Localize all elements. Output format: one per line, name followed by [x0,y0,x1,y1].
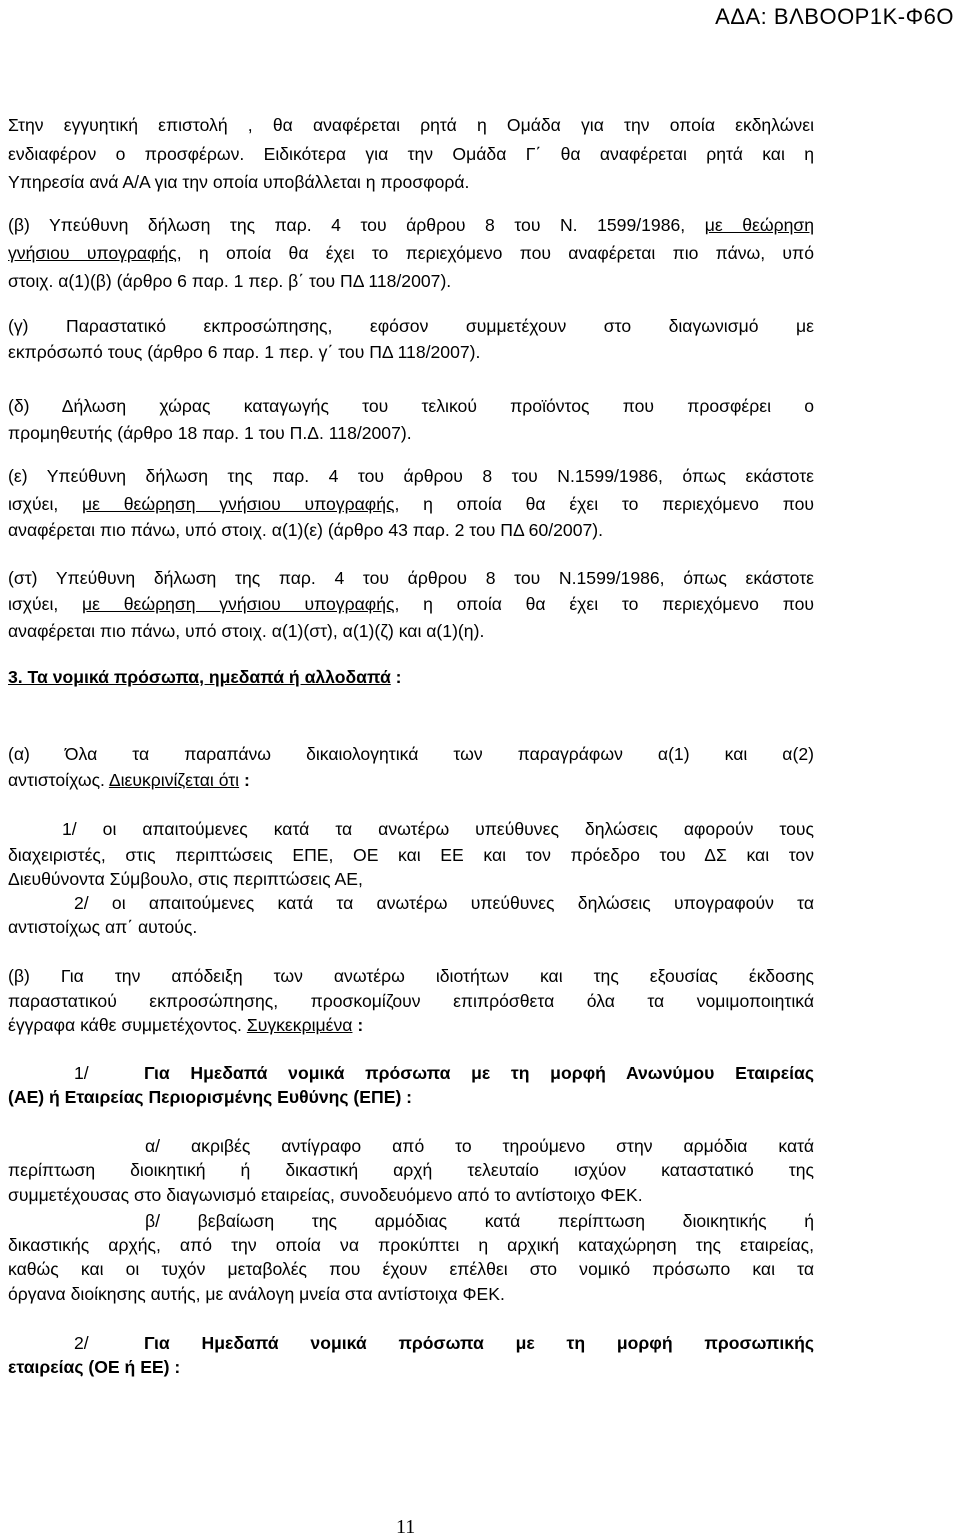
text-line: αντιστοίχως απ΄ αυτούς. [8,917,198,937]
text-line: όργανα διοίκησης αυτής, με ανάλογη μνεία στα αντίστοιχα ΦΕΚ. [8,1284,505,1304]
text-line: ενδιαφέρον ο προσφέρων. Ειδικότερα για την Ομάδα Γ΄ θα αναφέρεται ρητά και η [8,144,814,164]
text-segment: , η οποία θα έχει το περιεχόμενο που [394,594,814,614]
text-segment: , η οποία θα έχει το περιεχόμενο που [394,494,814,514]
text-line: Διευθύνοντα Σύμβουλο, στις περιπτώσεις ΑΕ, [8,869,363,889]
text-line [8,243,814,263]
text-line: β/ βεβαίωση της αρμόδιας κατά περίπτωση διοικητικής ή [145,1211,814,1231]
underlined-text: Συγκεκριμένα [246,1015,353,1035]
item-number: 1/ [74,1063,89,1083]
text-line [8,770,814,790]
underlined-text: με θεώρηση γνήσιου υπογραφής [82,494,395,514]
text-line: (α) Όλα τα παραπάνω δικαιολογητικά των παραγράφων α(1) και α(2) [8,744,814,764]
text-line: Για Ημεδαπά νομικά πρόσωπα με τη μορφή Ανωνύμου Εταιρείας [144,1063,814,1083]
text-line [8,494,814,514]
heading-text: 3. Τα νομικά πρόσωπα, ημεδαπά ή αλλοδαπά [8,667,391,687]
underlined-text: γνήσιου υπογραφής [8,243,177,263]
text-line: εκπρόσωπό τους (άρθρο 6 παρ. 1 περ. γ΄ του ΠΔ 118/2007). [8,342,481,362]
underlined-text: με θεώρηση γνήσιου υπογραφής [82,594,395,614]
text-line: Στην εγγυητική επιστολή , θα αναφέρεται ρητά η Ομάδα για την οποία εκδηλώνει [8,115,814,135]
section-heading [8,667,814,687]
text-line: (γ) Παραστατικό εκπροσώπησης, εφόσον συμμετέχουν στο διαγωνισμό με [8,316,814,336]
text-line: παραστατικού εκπροσώπησης, προσκομίζουν επιπρόσθετα όλα τα νομιμοποιητικά [8,991,814,1011]
ada-code: ΑΔΑ: ΒΛΒΟΟΡ1Κ-Φ6Ο [715,4,954,29]
text-segment: ισχύει, [8,494,82,514]
page-number: 11 [396,1516,416,1538]
text-line [8,1015,814,1035]
text-line: (δ) Δήλωση χώρας καταγωγής του τελικού προϊόντος που προσφέρει ο [8,396,814,416]
text-line: αναφέρεται πιο πάνω, υπό στοιχ. α(1)(στ), α(1)(ζ) και α(1)(η). [8,621,485,641]
text-line: περίπτωση διοικητική ή δικαστική αρχή τελευταίο ισχύον καταστατικό της [8,1160,814,1180]
text-line [8,594,814,614]
text-segment: αντιστοίχως. [8,770,109,790]
text-line: α/ ακριβές αντίγραφο από το τηρούμενο στην αρμόδια κατά [145,1136,814,1156]
text-line: 2/ οι απαιτούμενες κατά τα ανωτέρω υπεύθυνες δηλώσεις υπογραφούν τα [74,893,814,913]
text-line: προμηθευτής (άρθρο 18 παρ. 1 του Π.Δ. 118/2007). [8,423,412,443]
text-line: (β) Για την απόδειξη των ανωτέρω ιδιοτήτων και της εξουσίας έκδοσης [8,966,814,986]
text-line: καθώς και οι τυχόν μεταβολές που έχουν επέλθει στο νομικό πρόσωπο και τα [8,1259,814,1279]
text-segment: : [239,770,250,790]
text-line: συμμετέχουσας στο διαγωνισμό εταιρείας, συνοδευόμενο από το αντίστοιχο ΦΕΚ. [8,1185,643,1205]
text-line: στοιχ. α(1)(β) (άρθρο 6 παρ. 1 περ. β΄ του ΠΔ 118/2007). [8,271,452,291]
underlined-text: με θεώρηση [704,215,814,235]
underlined-text: Διευκρινίζεται ότι [108,770,240,790]
text-segment: (β) Υπεύθυνη δήλωση της παρ. 4 του άρθρου 8 του Ν. 1599/1986, [8,215,705,235]
text-segment: , η οποία θα έχει το περιεχόμενο που αναφέρεται πιο πάνω, υπό [176,243,814,263]
text-segment: έγγραφα κάθε συμμετέχοντος. [8,1015,247,1035]
text-line: Υπηρεσία ανά Α/Α για την οποία υποβάλλεται η προσφορά. [8,172,470,192]
text-line: δικαστικής αρχής, από την οποία να προκύπτει η αρχική καταχώρηση της εταιρείας, [8,1235,814,1255]
item-number: 2/ [74,1333,89,1353]
text-line [8,215,814,235]
text-line: (ε) Υπεύθυνη δήλωση της παρ. 4 του άρθρου 8 του Ν.1599/1986, όπως εκάστοτε [8,466,814,486]
text-line: διαχειριστές, στις περιπτώσεις ΕΠΕ, ΟΕ και ΕΕ και τον πρόεδρο του ΔΣ και τον [8,845,814,865]
text-line: εταιρείας (ΟΕ ή ΕΕ) : [8,1357,181,1377]
text-segment: ισχύει, [8,594,82,614]
text-segment: : [352,1015,364,1035]
text-line: (ΑΕ) ή Εταιρείας Περιορισμένης Ευθύνης (ΕΠΕ) : [8,1087,413,1107]
text-line: (στ) Υπεύθυνη δήλωση της παρ. 4 του άρθρου 8 του Ν.1599/1986, όπως εκάστοτε [8,568,814,588]
heading-colon: : [390,667,402,687]
text-line: Για Ημεδαπά νομικά πρόσωπα με τη μορφή προσωπικής [144,1333,814,1353]
text-line: 1/ οι απαιτούμενες κατά τα ανωτέρω υπεύθυνες δηλώσεις αφορούν τους [62,819,814,839]
text-line: αναφέρεται πιο πάνω, υπό στοιχ. α(1)(ε) (άρθρο 43 παρ. 2 του ΠΔ 60/2007). [8,520,604,540]
